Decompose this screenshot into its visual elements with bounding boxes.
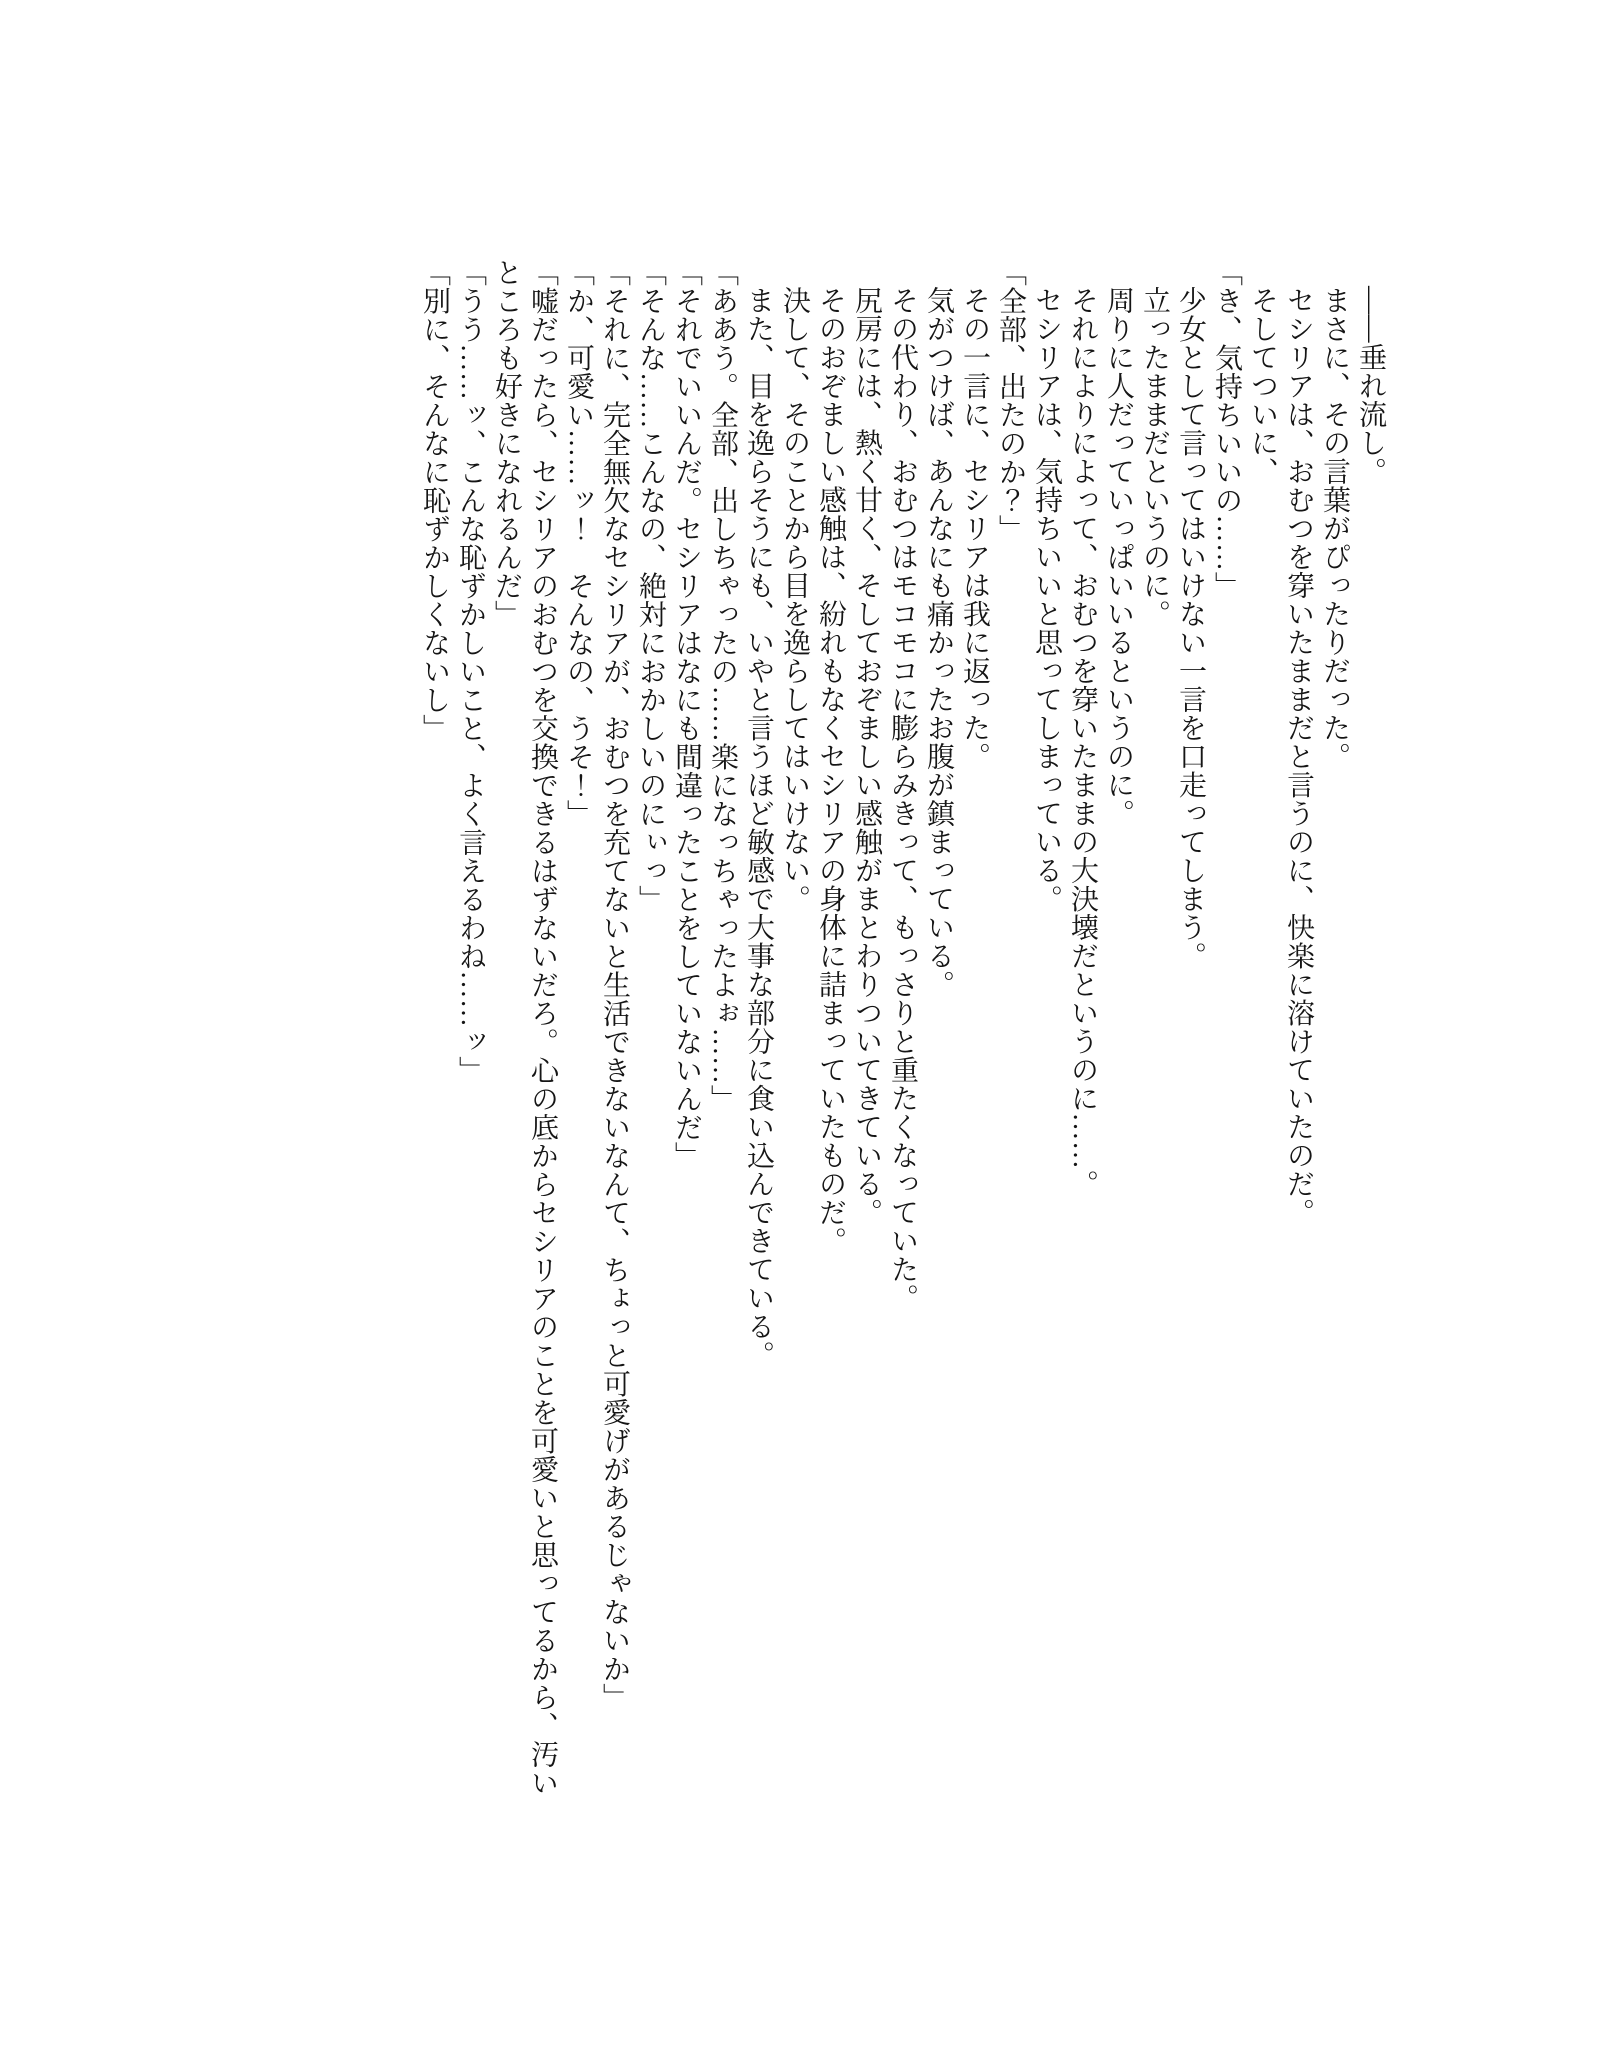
paragraph: 決して、そのことから目を逸らしてはいけない。 bbox=[779, 286, 810, 913]
paragraph: セシリアは、気持ちいいと思ってしまっている。 bbox=[1031, 286, 1062, 913]
paragraph-dialogue: 「それでいいんだ。セシリアはなにも間違ったことをしていないんだ」 bbox=[671, 258, 702, 1170]
paragraph-dialogue: 「別に、そんなに恥ずかしくないし」 bbox=[419, 258, 450, 743]
paragraph: まさに、その言葉がぴったりだった。 bbox=[1319, 286, 1350, 771]
paragraph: その一言に、セシリアは我に返った。 bbox=[959, 286, 990, 771]
paragraph: それによりによって、おむつを穿いたままの大決壊だというのに……。 bbox=[1067, 286, 1098, 1198]
paragraph: 気がつけば、あんなにも痛かったお腹が鎮まっている。 bbox=[923, 286, 954, 999]
paragraph: そのおぞましい感触は、紛れもなくセシリアの身体に詰まっていたものだ。 bbox=[815, 286, 846, 1255]
paragraph: 周りに人だっていっぱいいるというのに。 bbox=[1103, 286, 1134, 828]
paragraph-dialogue: 「全部、出たのか？」 bbox=[995, 258, 1026, 543]
paragraph-after-break: 立ったままだというのに。 bbox=[1139, 286, 1170, 628]
paragraph: 少女として言ってはいけない一言を口走ってしまう。 bbox=[1175, 286, 1206, 970]
paragraph: 尻房には、熱く甘く、そしておぞましい感触がまとわりついてきている。 bbox=[851, 286, 882, 1227]
paragraph: その代わり、おむつはモコモコに膨らみきって、もっさりと重たくなっていた。 bbox=[887, 286, 918, 1312]
paragraph: セシリアは、おむつを穿いたままだと言うのに、快楽に溶けていたのだ。 bbox=[1283, 286, 1314, 1227]
paragraph-dialogue: 「き、気持ちいいの……」 bbox=[1211, 258, 1242, 600]
paragraph-dialogue: 「それに、完全無欠なセシリアが、おむつを充てないと生活できないなんて、ちょっと可愛げがあるじゃないか」 bbox=[599, 258, 630, 1712]
paragraph-dialogue: 「嘘だったら、セシリアのおむつを交換できるはずないだろ。心の底からセシリアのことを可愛いと思ってるから、汚いところも好きになれるんだ」 bbox=[491, 258, 558, 1797]
paragraph-dialogue: 「うう……ッ、こんな恥ずかしいこと、よく言えるわね……ッ」 bbox=[455, 258, 486, 1085]
paragraph-dash-line: ――垂れ流し。 bbox=[1355, 286, 1386, 486]
paragraph-dialogue: 「そんな……こんなの、絶対におかしいのにぃっ」 bbox=[635, 258, 666, 914]
vertical-text-block bbox=[416, 258, 1388, 1824]
paragraph: そしてついに、 bbox=[1247, 286, 1278, 486]
paragraph: また、目を逸らそうにも、いやと言うほど敏感で大事な部分に食い込んできている。 bbox=[743, 286, 774, 1369]
paragraph-dialogue: 「か、可愛い……ッ！ そんなの、うそ！」 bbox=[563, 258, 594, 828]
paragraph-dialogue: 「ああう。全部、出しちゃったの……楽になっちゃったよぉ……」 bbox=[707, 258, 738, 1113]
